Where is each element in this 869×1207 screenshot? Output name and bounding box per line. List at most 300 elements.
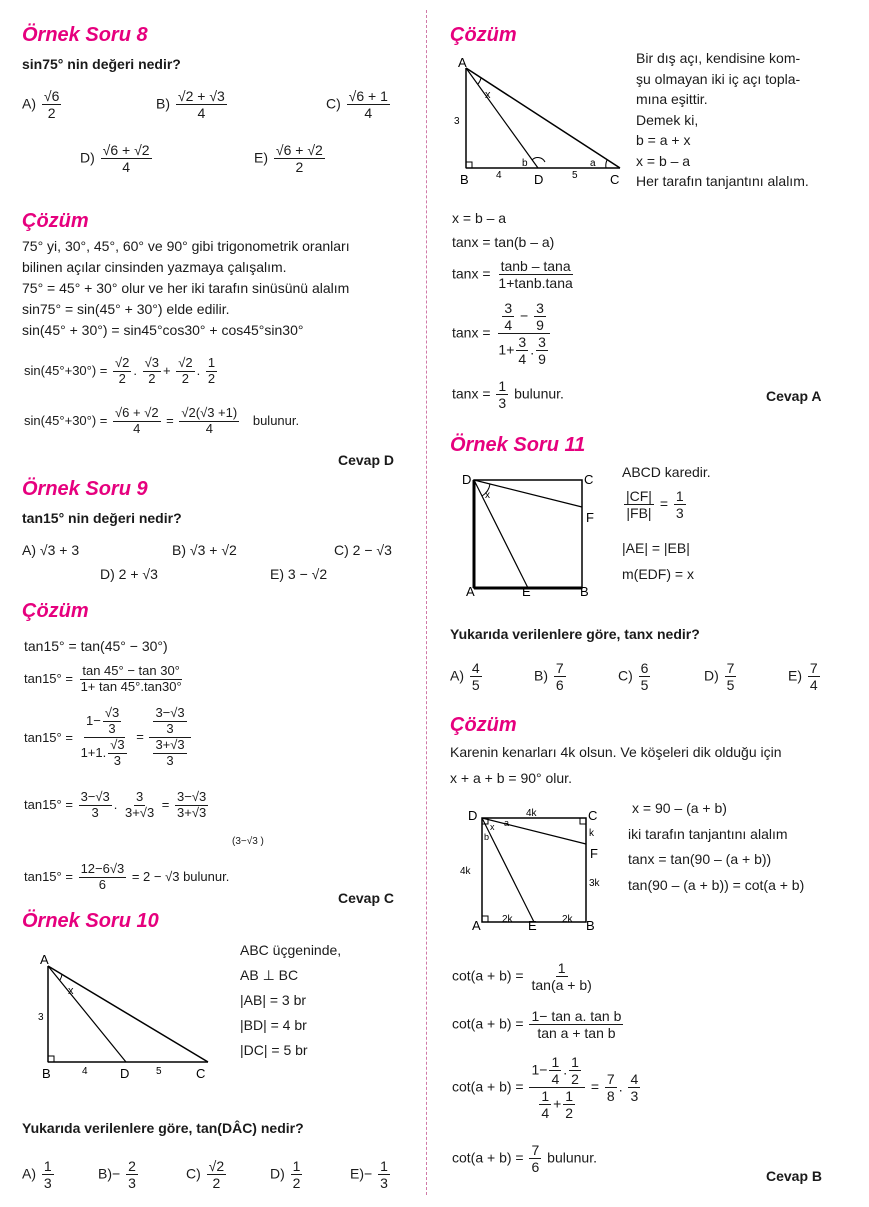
vertex-b: B (42, 1066, 51, 1081)
vertex-a: A (40, 952, 49, 967)
ex8-option-d[interactable] (80, 142, 154, 175)
frac-den: 1+ $\frac{3}{4}$ . $\frac{3}{9}$ (498, 334, 546, 368)
ex11-question: Yukarıda verilenlere göre, tanx nedir? (450, 626, 700, 642)
ex11-option-d[interactable] (704, 660, 738, 693)
frac-num: 1 (380, 1158, 388, 1174)
length-bd: 4 (82, 1066, 88, 1077)
frac-den: 4 (809, 677, 818, 694)
frac-den: 4 (122, 159, 131, 176)
length-bd: 4 (496, 170, 502, 181)
given-line: AB ⊥ BC (240, 967, 299, 983)
frac-num: 1 (292, 1158, 301, 1174)
frac-num: 7 (531, 1142, 540, 1158)
ex11-given1: ABCD karedir. (622, 464, 711, 480)
frac-num: 1 (571, 1054, 579, 1070)
option-label: A) (450, 667, 464, 684)
frac (502, 300, 514, 333)
frac (79, 862, 127, 893)
option-label: B) (534, 667, 548, 684)
frac-num: 3 (135, 789, 144, 804)
option-fraction (126, 1158, 138, 1191)
frac-num: √3 (110, 736, 125, 752)
sol10-line3 (452, 258, 577, 291)
option-label: B) (156, 95, 170, 112)
angle-b-label: b (484, 832, 490, 842)
length-fb: 3k (589, 878, 600, 889)
angle-arc-b (532, 158, 545, 162)
num-prefix: 1− (85, 712, 101, 728)
option-label: D) (270, 1165, 285, 1182)
frac-num: √2 (178, 355, 193, 370)
ex9-line1: tan15° = tan(45° − 30°) (24, 638, 168, 654)
option-fraction (554, 660, 566, 693)
frac-num: 3 (536, 300, 544, 316)
vertex-b: B (460, 172, 469, 187)
right-angle-a (482, 916, 488, 922)
eq-tail: bulunur. (547, 1149, 597, 1166)
frac-num: 6 (640, 660, 649, 676)
eq-lhs: tan15° = (24, 796, 73, 812)
angle-x-label: x (68, 985, 74, 997)
frac-num: √3 (144, 355, 159, 370)
ex8-eq1: sin(45°+30°) = $\frac{√2}{2}$ . $\frac{√3}{2}$ + $\frac{√2}{2}$ . $\frac{1}{2}$ (24, 355, 216, 386)
frac-den: 1+ tan 45°.tan30° (80, 678, 182, 694)
sol10-explanation (636, 48, 809, 192)
vertex-c: C (196, 1066, 206, 1081)
vertex-d: D (468, 808, 478, 823)
option-label: E) (350, 1165, 364, 1182)
ex8-option-b[interactable] (156, 88, 229, 121)
frac-den: 3 (498, 395, 507, 412)
frac-num: √3 (104, 705, 120, 720)
frac-den: 3 (630, 1088, 639, 1105)
frac-num: 3−√3 (155, 705, 185, 720)
frac-num: 4 (630, 1071, 639, 1088)
text-line: iki tarafın tanjantını alalım (628, 825, 788, 842)
frac (569, 1054, 581, 1087)
sol10-line2: tanx = tan(b – a) (452, 234, 555, 250)
frac (529, 1008, 623, 1041)
frac-num: √2 + √3 (177, 88, 225, 104)
frac (143, 356, 161, 387)
frac-num: 1 (565, 1088, 574, 1105)
given-line: |BD| = 4 br (240, 1017, 307, 1033)
frac-den: tan a + tan b (537, 1025, 616, 1042)
ex8-option-a[interactable] (22, 88, 63, 121)
frac-num: 3+√3 (155, 736, 185, 752)
vertex-a: A (466, 584, 475, 598)
option-label: C) (186, 1165, 201, 1182)
sol11-side-notes (628, 796, 804, 898)
ex11-title: Örnek Soru 11 (450, 434, 586, 456)
sol10-line4 (452, 300, 554, 367)
ex10-triangle-figure (30, 952, 220, 1082)
option-label: A) (22, 95, 36, 112)
ex9-line3: tan15° = 1− $\frac{√3}{3}$ 1+1. $\frac{√3}{3}$ = $\frac{\frac{3-√3}{3}}{\frac{3+√3}{3}}$ (24, 706, 193, 769)
text-line: 75° yi, 30°, 45°, 60° ve 90° gibi trigonometrik oranları (22, 238, 350, 254)
frac-den: 9 (538, 351, 546, 368)
ex8-title: Örnek Soru 8 (22, 24, 148, 46)
segment-ad (466, 68, 538, 168)
ex10-title: Örnek Soru 10 (22, 910, 159, 932)
frac (79, 664, 184, 695)
frac-num: √6 + √2 (102, 142, 150, 158)
frac (624, 488, 654, 521)
frac (123, 790, 156, 821)
frac-num: 7 (726, 660, 735, 676)
angle-a-label: a (590, 158, 596, 169)
frac-num: 1− $\frac{1}{4}$ . $\frac{1}{2}$ (529, 1054, 584, 1088)
frac (113, 406, 161, 437)
den-prefix: 1+1. (80, 744, 107, 760)
frac-den: 5 (726, 677, 735, 694)
angle-arc-a (606, 160, 607, 168)
eq-tail: = 2 − √3 bulunur. (131, 868, 230, 884)
vertex-c: C (610, 172, 620, 187)
frac-den: 3 (43, 1175, 52, 1192)
side-ac (466, 68, 620, 168)
option-fraction (470, 660, 482, 693)
angle-arc (60, 974, 62, 980)
option-label: A) (22, 1165, 36, 1182)
ex9-line4: tan15° = $\frac{3-√3}{3}$ . $\frac{3}{3+√3}$ = $\frac{3-√3}{3+√3}$ (24, 789, 207, 820)
ex11-option-b[interactable] (534, 660, 568, 693)
option-label: C) (618, 667, 633, 684)
frac-num: $\frac{3}{4}$ − $\frac{3}{9}$ (498, 300, 550, 334)
option-fraction (808, 660, 820, 693)
eq-lhs: tanx = (452, 324, 491, 341)
ex9-line4-note: (3−√3 ) (232, 836, 264, 847)
option-label: B) (98, 1165, 112, 1182)
text-line: Her tarafın tanjantını alalım. (636, 173, 809, 189)
frac-den: 3+√3 (124, 804, 155, 820)
ex9-title: Örnek Soru 9 (22, 478, 148, 500)
frac-num: tanb – tana (500, 258, 571, 274)
option-label: E) (254, 149, 268, 166)
frac-num: tan 45° − tan 30° (82, 663, 180, 678)
frac (113, 356, 131, 387)
frac-num: 7 (555, 660, 564, 676)
ex11-option-e[interactable] (788, 660, 822, 693)
frac-den: 3 (166, 752, 174, 768)
frac-den: 4 (504, 317, 513, 334)
frac-den: 2 (212, 1175, 221, 1192)
length-ab: 3 (454, 116, 460, 127)
ex11-option-c[interactable] (618, 660, 652, 693)
text-line: Bir dış açı, kendisine kom- (636, 50, 801, 66)
sol10-title: Çözüm (450, 24, 517, 46)
option-label: D) (80, 149, 95, 166)
option-fraction (639, 660, 651, 693)
frac-den: 4 (197, 105, 206, 122)
frac-num: |CF| (626, 488, 652, 504)
text-line: tan(90 – (a + b)) = cot(a + b) (628, 876, 805, 893)
option-label: D) (704, 667, 719, 684)
frac-den: 4 (518, 351, 527, 368)
frac (108, 738, 126, 769)
ex8-solution-title: Çözüm (22, 210, 89, 232)
frac (176, 356, 194, 387)
frac-den: 2 (571, 1071, 579, 1088)
ex8-solution-text (22, 236, 350, 341)
ex11-given2: |AE| = |EB| (622, 540, 690, 556)
sol10-triangle-figure (450, 54, 630, 189)
frac-den: 2 (181, 370, 190, 386)
ex9-line2 (24, 664, 186, 695)
given-line: |AB| = 3 br (240, 992, 307, 1008)
frac-den: 4 (364, 105, 373, 122)
option-sign: − (364, 1165, 373, 1182)
frac-den: 5 (640, 677, 649, 694)
ex8-question: sin75° nin değeri nedir? (22, 56, 181, 72)
eq-lhs: tan15° = (24, 868, 73, 884)
ex9-option-c[interactable]: C) 2 − √3 (334, 542, 392, 558)
length-cf: k (589, 828, 594, 839)
ex10-option-c[interactable] (186, 1158, 228, 1191)
sol11-text2: x + a + b = 90° olur. (450, 770, 572, 786)
length-da: 4k (460, 866, 471, 877)
length-dc: 5 (156, 1066, 162, 1077)
frac-num: 3 (518, 334, 527, 351)
option-fraction (347, 88, 390, 121)
frac-num (84, 706, 125, 738)
complex-frac (529, 1054, 584, 1121)
sol10-answer: Cevap A (766, 388, 822, 404)
ex9-option-e[interactable]: E) 3 − √2 (270, 566, 328, 582)
frac-num: 1 (207, 355, 216, 370)
eq-lhs: tan15° = (24, 729, 73, 745)
right-angle-mark (466, 162, 472, 168)
frac-den: 4 (551, 1071, 560, 1088)
ex10-option-b[interactable] (98, 1158, 140, 1191)
frac-num: √6 + 1 (348, 88, 388, 104)
frac (153, 738, 186, 769)
sol11-cot2 (452, 1008, 625, 1041)
frac-num: 3 (504, 300, 513, 316)
text-line: tanx = tan(90 – (a + b)) (628, 851, 772, 867)
text-line: Demek ki, (636, 111, 699, 128)
den-prefix: 1+ (498, 341, 515, 358)
vertex-c: C (584, 472, 594, 487)
angle-arc-x (478, 78, 481, 84)
length-ab: 3 (38, 1012, 44, 1023)
option-fraction (291, 1158, 303, 1191)
ex9-line5 (24, 862, 229, 893)
segment-de (474, 480, 528, 588)
ex8-answer: Cevap D (338, 452, 395, 468)
sol11-title: Çözüm (450, 714, 517, 736)
eq-lhs: tanx = (452, 265, 491, 282)
text-line: x = 90 – (a + b) (632, 800, 727, 816)
segment-df (482, 818, 586, 844)
text-line: sin75° = sin(45° + 30°) elde edilir. (22, 301, 230, 317)
ex9-answer: Cevap C (338, 890, 395, 906)
complex-frac (149, 706, 190, 769)
sol11-answer: Cevap B (766, 1168, 823, 1184)
frac-den: 2 (207, 370, 216, 386)
option-label: C) (326, 95, 341, 112)
frac (516, 334, 528, 367)
vertex-b: B (580, 584, 589, 598)
ex8-option-e[interactable] (254, 142, 327, 175)
ex10-question: Yukarıda verilenlere göre, tan(DÂC) nedir? (22, 1120, 304, 1136)
frac (496, 378, 508, 411)
ex11-square-figure (452, 468, 610, 598)
frac-den: 2 (565, 1105, 574, 1122)
text-line: şu olmayan iki iç açı topla- (636, 70, 801, 87)
frac-den (149, 738, 190, 769)
square-abcd (474, 480, 582, 588)
angle-x-label: x (490, 822, 495, 832)
frac (536, 334, 548, 367)
given-line: ABC üçgeninde, (240, 942, 342, 958)
angle-x-label: x (485, 490, 490, 501)
frac-den: 8 (606, 1088, 615, 1105)
ex11-ratio: $\frac{|CF|}{|FB|}$ = $\frac{1}{3}$ (626, 488, 684, 522)
column-divider (426, 10, 427, 1195)
frac (103, 706, 121, 737)
vertex-d: D (462, 472, 472, 487)
frac-den: 6 (98, 876, 106, 892)
vertex-a: A (472, 918, 481, 933)
frac-den: 6 (555, 677, 564, 694)
frac (563, 1088, 575, 1121)
frac-num: √6 + √2 (115, 405, 159, 420)
ex9-option-a[interactable]: A) √3 + 3 (22, 542, 80, 558)
frac (628, 1071, 640, 1104)
option-fraction (274, 142, 325, 175)
frac (605, 1071, 617, 1104)
frac (206, 356, 217, 387)
frac-den: 3 (113, 752, 122, 768)
frac-den (79, 738, 131, 769)
frac-num: 2 (128, 1158, 136, 1174)
frac-den: 2 (295, 159, 304, 176)
eq-lhs: sin(45°+30°) = (24, 362, 108, 378)
side-ac (48, 966, 208, 1062)
option-fraction (725, 660, 737, 693)
option-fraction (207, 1158, 226, 1191)
ex11-option-a[interactable] (450, 660, 484, 693)
square-abcd (482, 818, 586, 922)
sol11-cot3: cot(a + b) = 1− $\frac{1}{4}$ . $\frac{1}{2}$ $\frac{1}{4}$ + $\frac{1}{2}$ = $\frac{7}{8}$ . $\frac{4}{3}$ (452, 1054, 639, 1122)
option-fraction (378, 1158, 390, 1191)
ex10-option-a[interactable] (22, 1158, 56, 1191)
frac (534, 300, 546, 333)
vertex-d: D (534, 172, 544, 187)
frac-den: 2 (292, 1175, 301, 1192)
frac (496, 258, 574, 291)
vertex-d: D (120, 1066, 130, 1081)
frac (549, 1054, 561, 1087)
sol11-square-figure (456, 804, 608, 934)
frac-den: 4 (133, 420, 141, 436)
frac-den: 2 (148, 370, 156, 386)
sol11-cot4 (452, 1142, 597, 1175)
option-fraction (42, 88, 61, 121)
point-e: E (528, 918, 537, 933)
sol11-text1: Karenin kenarları 4k olsun. Ve köşeleri dik olduğu için (450, 744, 782, 760)
ex8-option-c[interactable] (326, 88, 392, 121)
frac-num: √2(√3 +1) (181, 405, 238, 420)
frac-num: 3−√3 (80, 789, 110, 804)
given-line: |DC| = 5 br (240, 1042, 308, 1058)
angle-x-label: x (485, 89, 491, 101)
frac-num: 1 (498, 378, 507, 394)
text-line: sin(45° + 30°) = sin45°cos30° + cos45°sin30° (22, 322, 304, 338)
ex9-option-b[interactable]: B) √3 + √2 (172, 542, 237, 558)
option-fraction (42, 1158, 54, 1191)
frac-num: 12−6√3 (80, 861, 125, 876)
ex9-question: tan15° nin değeri nedir? (22, 510, 182, 526)
frac-num: √6 + √2 (275, 142, 323, 158)
frac-den: 5 (471, 677, 480, 694)
frac-num: 1 (675, 488, 684, 504)
sol10-line1: x = b – a (452, 210, 507, 226)
text-line: 75° = 45° + 30° olur ve her iki tarafın sinüsünü alalım (22, 280, 350, 296)
option-sign: − (112, 1165, 121, 1182)
frac (529, 960, 593, 993)
frac-den: 6 (531, 1159, 540, 1176)
frac-num (149, 706, 190, 738)
frac-num: 7 (809, 660, 818, 676)
frac-den: tan(a + b) (531, 977, 592, 994)
ex10-option-e[interactable] (350, 1158, 392, 1191)
ex10-given (240, 938, 341, 1063)
frac-num: 3 (538, 334, 546, 351)
ex9-option-d[interactable]: D) 2 + √3 (100, 566, 158, 582)
right-angle-c (580, 818, 586, 824)
length-ae: 2k (502, 914, 513, 925)
ex11-given3: m(EDF) = x (622, 566, 694, 582)
point-f: F (586, 510, 594, 525)
frac-den: 4 (541, 1105, 550, 1122)
frac-num: 4 (471, 660, 480, 676)
frac-den: 9 (536, 317, 544, 334)
eq-lhs: cot(a + b) = (452, 967, 524, 984)
frac-num: √6 (43, 88, 60, 104)
frac-num: 1 (43, 1158, 52, 1174)
eq-lhs: cot(a + b) = (452, 1149, 524, 1166)
text-line: bilinen açılar cinsinden yazmaya çalışalım. (22, 259, 287, 275)
frac (175, 790, 208, 821)
frac-num: 1 (541, 1088, 550, 1105)
length-eb: 2k (562, 914, 573, 925)
option-label: E) (788, 667, 802, 684)
eq-lhs: tan15° = (24, 670, 73, 686)
right-angle-mark (48, 1056, 54, 1062)
sol11-cot1 (452, 960, 596, 993)
frac-num: 1 (551, 1054, 560, 1070)
frac-den: 3 (166, 720, 174, 736)
frac-den: 3 (108, 720, 116, 736)
frac-den: 3 (380, 1175, 388, 1192)
option-fraction (176, 88, 227, 121)
frac (539, 1088, 551, 1121)
length-dc: 4k (526, 808, 537, 819)
ex10-option-d[interactable] (270, 1158, 304, 1191)
frac-den: 4 (205, 420, 213, 436)
segment-de (482, 818, 534, 922)
frac-den: 3+√3 (177, 804, 207, 820)
eq-tail: bulunur. (252, 412, 300, 428)
eq-lhs: sin(45°+30°) = (24, 412, 108, 428)
complex-frac (79, 706, 131, 769)
frac-den: $\frac{1}{4}$ + $\frac{1}{2}$ (541, 1088, 574, 1122)
option-fraction (101, 142, 152, 175)
ex8-eq2: sin(45°+30°) = $\frac{√6 + √2}{4}$ = $\frac{√2(√3 +1)}{4}$ bulunur. (24, 405, 300, 436)
frac-den: 3 (675, 505, 684, 522)
